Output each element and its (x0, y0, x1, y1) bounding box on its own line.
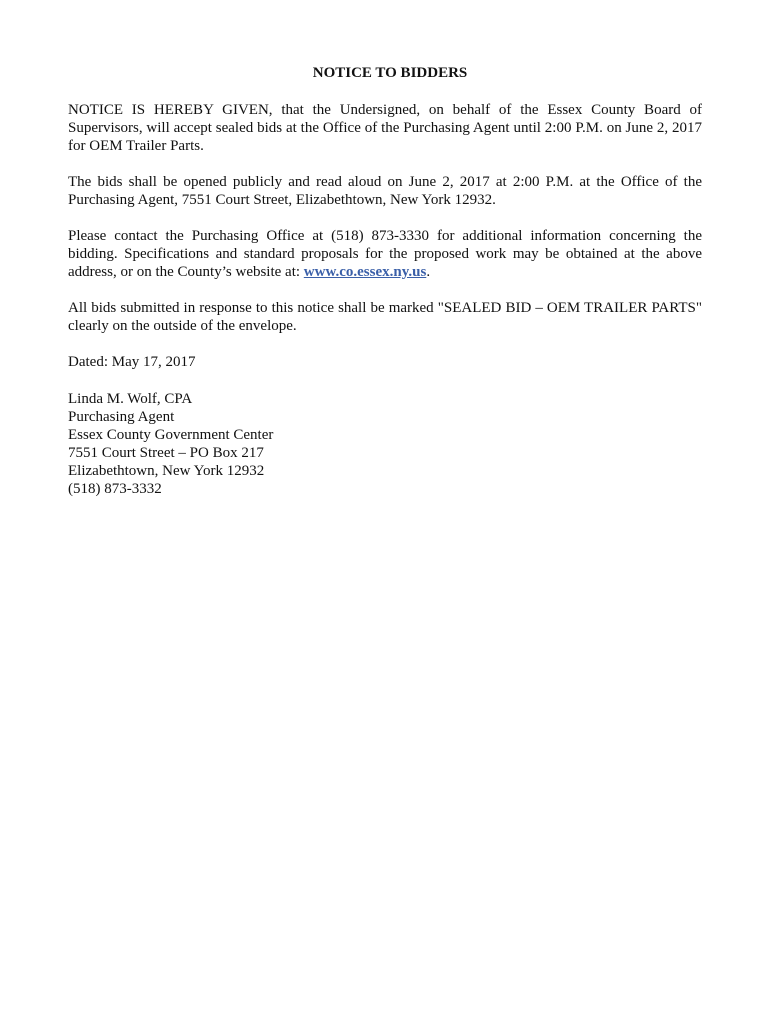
signatory-street: 7551 Court Street – PO Box 217 (68, 445, 264, 461)
contact-text: Please contact the Purchasing Office at (518) 873-3330 for additional information concerning the bidding. Specifications and standard proposals for the proposed work may be obtained at the above address, or on the County’s website at: (68, 228, 702, 280)
signatory-city: Elizabethtown, New York 12932 (68, 463, 265, 479)
notice-title: NOTICE TO BIDDERS (312, 65, 468, 81)
dated-line: Dated: May 17, 2017 (68, 354, 196, 370)
county-website-link[interactable]: www.co.essex.ny.us (303, 264, 427, 280)
notice-paragraph-contact (68, 227, 702, 281)
signatory-phone: (518) 873-3332 (68, 481, 162, 497)
signatory-office: Essex County Government Center (68, 427, 274, 443)
contact-text-end: . (426, 264, 431, 280)
signatory-role: Purchasing Agent (68, 409, 175, 425)
notice-paragraph-opening: The bids shall be opened publicly and read aloud on June 2, 2017 at 2:00 P.M. at the Office of the Purchasing Agent, 7551 Court Street, Elizabethtown, New York 12932. (68, 174, 702, 208)
document-page (68, 64, 702, 498)
signatory-name: Linda M. Wolf, CPA (68, 391, 193, 407)
signature-block (68, 390, 702, 498)
notice-paragraph-bids: NOTICE IS HEREBY GIVEN, that the Undersigned, on behalf of the Essex County Board of Supervisors, will accept sealed bids at the Office of the Purchasing Agent until 2:00 P.M. on June 2, 2017 for OEM Trailer Parts. (68, 102, 702, 154)
notice-paragraph-marking: All bids submitted in response to this notice shall be marked "SEALED BID – OEM TRAILER PARTS" clearly on the outside of the envelope. (68, 300, 702, 334)
